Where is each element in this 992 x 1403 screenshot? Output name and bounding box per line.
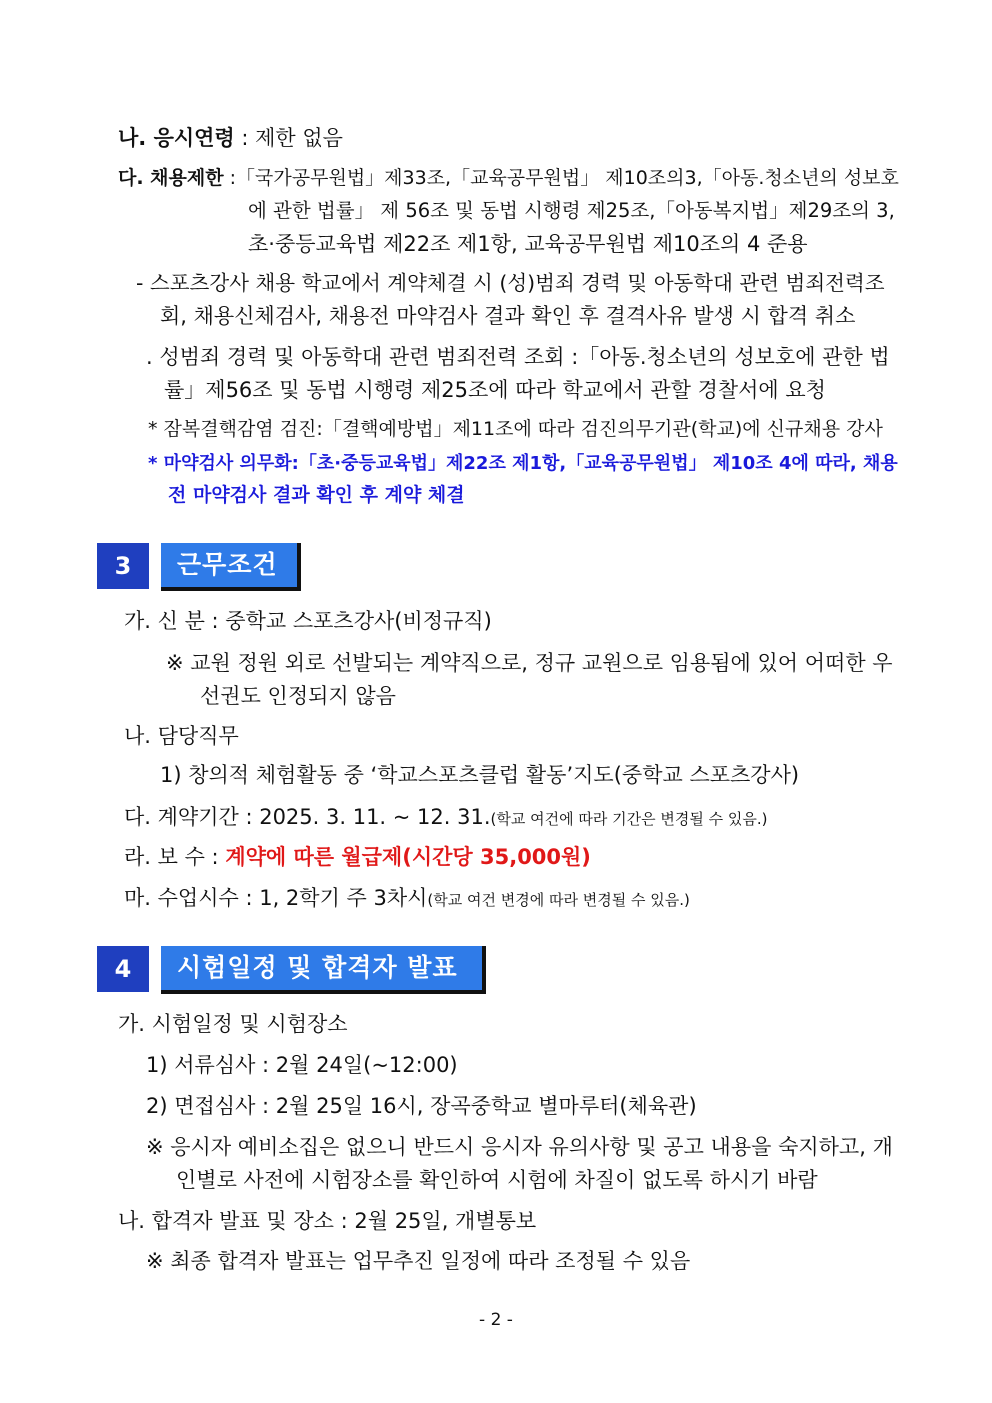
background-check-line-1: - 스포츠강사 채용 학교에서 계약체결 시 (성)범죄 경력 및 아동학대 관련 범죄전력조 <box>136 271 885 295</box>
exam-note-line-2: 인별로 사전에 시험장소를 확인하여 시험에 차질이 없도록 하시기 바람 <box>176 1168 818 1192</box>
interview-item: 2) 면접심사 : 2월 25일 16시, 장곡중학교 별마루터(체육관) <box>146 1094 697 1118</box>
hiring-restriction-label: 다. 채용제한 <box>118 167 224 189</box>
employment-status-note-2: 선권도 인정되지 않음 <box>200 684 396 708</box>
exam-note-line-1: ※ 응시자 예비소집은 없으니 반드시 응시자 유의사항 및 공고 내용을 숙지하고, 개 <box>146 1135 893 1159</box>
salary-line <box>124 842 591 872</box>
duties-heading: 나. 담당직무 <box>124 724 239 748</box>
hiring-restriction-line-2: 에 관한 법률」 제 56조 및 동법 시행령 제25조,「아동복지법」제29조의 3, <box>248 199 895 222</box>
section-3-number: 3 <box>97 543 149 589</box>
contract-period-note: (학교 여건에 따라 기간은 변경될 수 있음.) <box>490 810 768 828</box>
drug-test-note-line-1: * 마약검사 의무화:「초·중등교육법」제22조 제1항,「교육공무원법」 제10조 4에 따라, 채용 <box>148 453 898 474</box>
age-limit-label: 나. 응시연령 <box>118 126 235 150</box>
criminal-record-line-2: 률」제56조 및 동법 시행령 제25조에 따라 학교에서 관할 경찰서에 요청 <box>164 378 826 402</box>
hiring-restriction-line-1 <box>118 163 899 193</box>
employment-status-note-1: ※ 교원 정원 외로 선발되는 계약직으로, 정규 교원으로 임용됨에 있어 어떠한 우 <box>166 651 893 675</box>
page-number: - 2 - <box>479 1310 513 1330</box>
age-limit-line <box>118 123 343 153</box>
criminal-record-line-1: . 성범죄 경력 및 아동학대 관련 범죄전력 조회 :「아동.청소년의 성보호에 관한 법 <box>146 345 890 369</box>
salary-value: 계약에 따른 월급제(시간당 35,000원) <box>225 845 591 869</box>
contract-period-line <box>124 802 767 834</box>
section-3-title: 근무조건 <box>161 543 301 591</box>
hiring-restriction-text-1: :「국가공무원법」제33조,「교육공무원법」 제10조의3,「아동.청소년의 성보호 <box>223 167 899 189</box>
class-hours-note: (학교 여건 변경에 따라 변경될 수 있음.) <box>427 891 690 909</box>
salary-label: 라. 보 수 : <box>124 845 226 869</box>
drug-test-note-line-2: 전 마약검사 결과 확인 후 계약 체결 <box>168 484 465 506</box>
result-announcement: 나. 합격자 발표 및 장소 : 2월 25일, 개별통보 <box>118 1209 537 1233</box>
section-4-title: 시험일정 및 합격자 발표 <box>161 946 486 994</box>
employment-status: 가. 신 분 : 중학교 스포츠강사(비정규직) <box>124 609 492 633</box>
class-hours-line <box>124 883 690 915</box>
document-review-item: 1) 서류심사 : 2월 24일(~12:00) <box>146 1053 458 1077</box>
class-hours: 마. 수업시수 : 1, 2학기 주 3차시 <box>124 886 428 910</box>
tb-screening-note: * 잠복결핵감염 검진:「결핵예방법」제11조에 따라 검진의무기관(학교)에 신규채용 강사 <box>148 418 883 440</box>
result-announcement-note: ※ 최종 합격자 발표는 업무추진 일정에 따라 조정될 수 있음 <box>146 1249 691 1273</box>
section-4-number: 4 <box>97 946 149 992</box>
hiring-restriction-line-3: 초·중등교육법 제22조 제1항, 교육공무원법 제10조의 4 준용 <box>248 232 808 256</box>
background-check-line-2: 회, 채용신체검사, 채용전 마약검사 결과 확인 후 결격사유 발생 시 합격 취소 <box>160 304 856 328</box>
duties-item-1: 1) 창의적 체험활동 중 ‘학교스포츠클럽 활동’지도(중학교 스포츠강사) <box>160 763 800 787</box>
age-limit-text: : 제한 없음 <box>234 126 343 150</box>
contract-period: 다. 계약기간 : 2025. 3. 11. ~ 12. 31. <box>124 805 491 829</box>
exam-schedule-heading: 가. 시험일정 및 시험장소 <box>118 1012 348 1036</box>
